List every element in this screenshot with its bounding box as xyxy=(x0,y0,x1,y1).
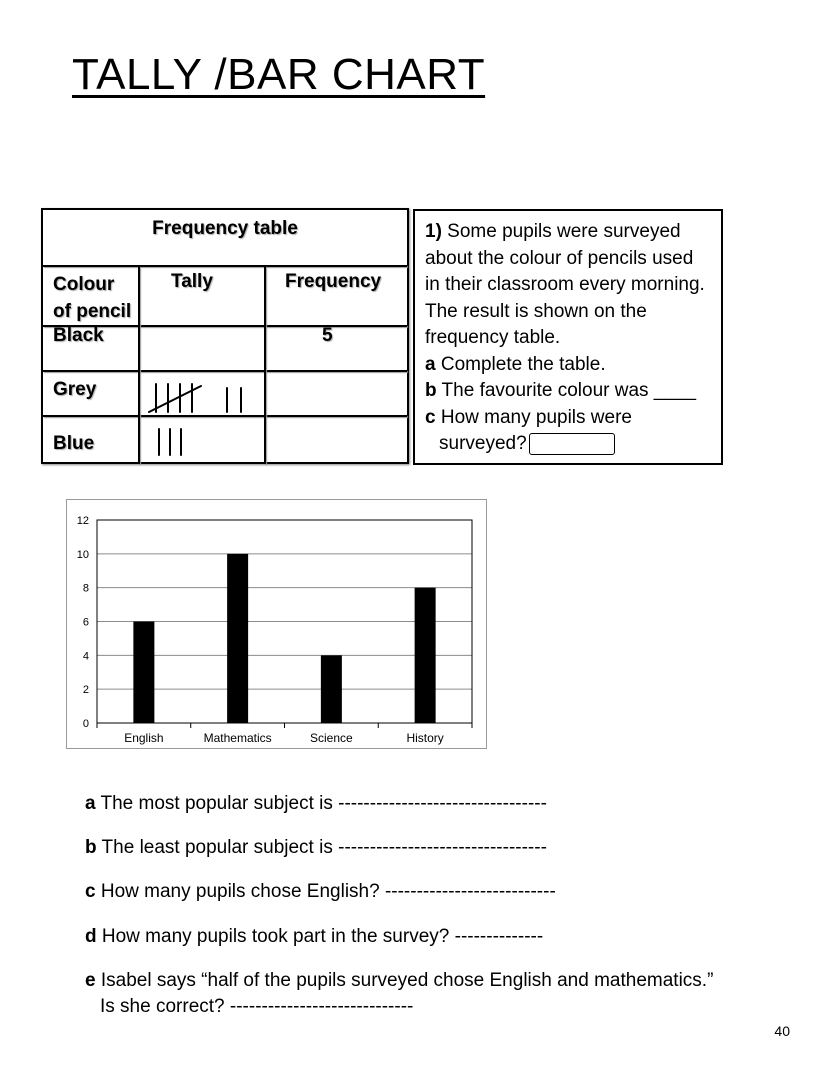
page-number: 40 xyxy=(774,1023,790,1039)
x-tick-label: English xyxy=(124,731,164,745)
row-colour-black: Black xyxy=(53,325,104,346)
answer-box[interactable] xyxy=(529,433,615,455)
x-tick-label: Science xyxy=(310,731,353,745)
header-tally: Tally xyxy=(171,271,213,292)
y-tick-label: 8 xyxy=(82,582,89,595)
question-d: d How many pupils took part in the survey? -------------- xyxy=(85,926,544,947)
table-caption: Frequency table xyxy=(152,218,298,239)
part-b-label: b xyxy=(425,380,437,401)
y-tick-label: 6 xyxy=(82,616,89,629)
bar-chart xyxy=(66,499,487,749)
question-e-line2: Is she correct? ----------------------------- xyxy=(100,996,414,1017)
question-a: a The most popular subject is --------------------------------- xyxy=(85,793,547,814)
y-tick-label: 10 xyxy=(76,548,89,561)
y-tick-label: 4 xyxy=(82,650,89,663)
header-frequency: Frequency xyxy=(285,271,382,292)
part-c-text: How many pupils were xyxy=(435,406,632,428)
row-frequency-black: 5 xyxy=(322,325,333,346)
y-tick-label: 0 xyxy=(82,718,89,730)
question-number: 1) xyxy=(425,221,442,242)
page-title: TALLY /BAR CHART xyxy=(72,50,486,99)
question-c: c How many pupils chose English? --------------------------- xyxy=(85,881,556,902)
row-colour-grey: Grey xyxy=(53,379,97,400)
bar-chart-svg xyxy=(67,500,488,750)
header-colour: Colour of pencil xyxy=(53,274,132,322)
question-intro: Some pupils were surveyed about the colour of pencils used in their classroom every morning. The result is shown on the frequency table. xyxy=(425,221,705,348)
bar-science xyxy=(321,655,342,723)
tally-marks-blue xyxy=(147,424,207,460)
y-tick-label: 12 xyxy=(76,515,89,527)
part-c-label: c xyxy=(425,406,436,428)
row-colour-blue: Blue xyxy=(53,433,95,454)
x-tick-label: Mathematics xyxy=(203,731,272,745)
question-b: b The least popular subject is --------------------------------- xyxy=(85,837,547,858)
part-a-label: a xyxy=(425,353,436,375)
question-e: e Isabel says “half of the pupils surveyed chose English and mathematics.” xyxy=(85,970,714,991)
part-c-text-2: surveyed? xyxy=(439,433,527,454)
frequency-table xyxy=(41,208,409,464)
question-box xyxy=(413,209,723,465)
y-tick-label: 2 xyxy=(82,684,89,697)
bar-history xyxy=(415,588,436,723)
part-b-text: The favourite colour was ____ xyxy=(436,380,697,401)
tally-marks-grey xyxy=(147,378,267,418)
part-a-text: Complete the table. xyxy=(435,353,606,375)
x-tick-label: History xyxy=(406,731,444,745)
bar-english xyxy=(133,622,154,724)
bar-mathematics xyxy=(227,554,248,723)
